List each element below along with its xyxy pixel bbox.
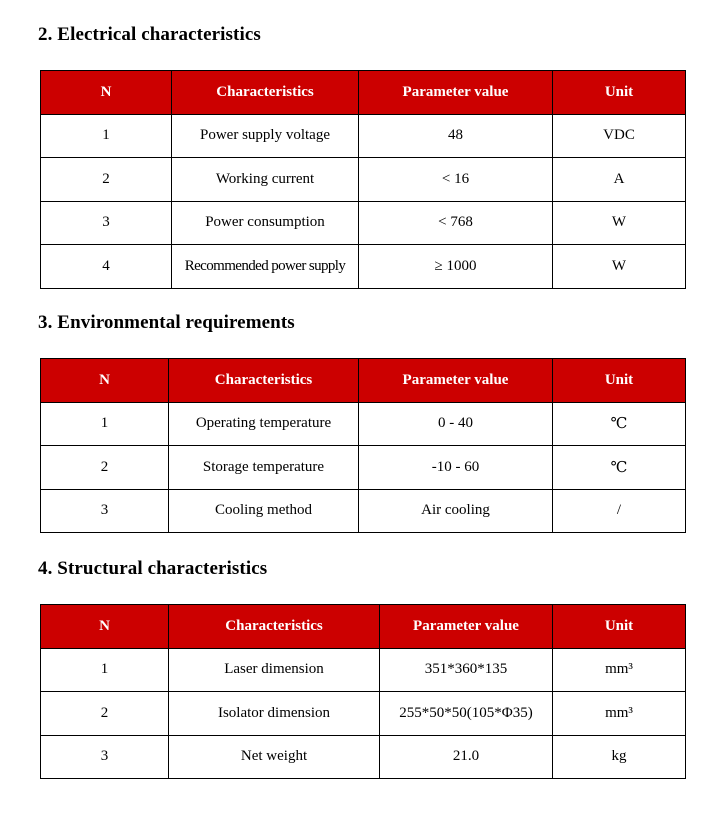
header-parameter-value: Parameter value	[359, 71, 553, 115]
cell-characteristic: Storage temperature	[169, 446, 359, 490]
table-row	[41, 648, 686, 692]
cell-n: 3	[41, 489, 169, 533]
cell-characteristic: Cooling method	[169, 489, 359, 533]
cell-n: 1	[41, 648, 169, 692]
cell-parameter-value: ≥ 1000	[359, 245, 553, 289]
cell-parameter-value: 255*50*50(105*Φ35)	[380, 692, 553, 736]
header-n: N	[41, 359, 169, 403]
table-row	[41, 735, 686, 779]
cell-parameter-value: < 768	[359, 201, 553, 245]
table-row	[41, 201, 686, 245]
cell-characteristic: Working current	[172, 158, 359, 202]
header-characteristics: Characteristics	[169, 605, 380, 649]
cell-n: 1	[41, 114, 172, 158]
cell-parameter-value: 48	[359, 114, 553, 158]
table-row	[41, 158, 686, 202]
cell-unit: ℃	[553, 402, 686, 446]
header-characteristics: Characteristics	[172, 71, 359, 115]
structural-characteristics-table	[40, 604, 686, 779]
cell-unit: kg	[553, 735, 686, 779]
header-unit: Unit	[553, 71, 686, 115]
header-unit: Unit	[553, 605, 686, 649]
cell-n: 2	[41, 692, 169, 736]
cell-characteristic: Isolator dimension	[169, 692, 380, 736]
cell-parameter-value: 21.0	[380, 735, 553, 779]
cell-unit: W	[553, 201, 686, 245]
section-title-electrical: 2. Electrical characteristics	[38, 24, 261, 45]
cell-characteristic: Net weight	[169, 735, 380, 779]
cell-characteristic: Recommended power supply	[172, 245, 359, 289]
cell-characteristic: Operating temperature	[169, 402, 359, 446]
table-header-row	[41, 359, 686, 403]
table-row	[41, 489, 686, 533]
header-parameter-value: Parameter value	[380, 605, 553, 649]
cell-characteristic: Power supply voltage	[172, 114, 359, 158]
header-characteristics: Characteristics	[169, 359, 359, 403]
cell-n: 1	[41, 402, 169, 446]
header-n: N	[41, 71, 172, 115]
cell-unit: mm³	[553, 692, 686, 736]
cell-parameter-value: < 16	[359, 158, 553, 202]
cell-parameter-value: -10 - 60	[359, 446, 553, 490]
cell-unit: /	[553, 489, 686, 533]
table-row	[41, 402, 686, 446]
table-row	[41, 692, 686, 736]
cell-parameter-value: 0 - 40	[359, 402, 553, 446]
electrical-characteristics-table	[40, 70, 686, 289]
cell-n: 4	[41, 245, 172, 289]
header-unit: Unit	[553, 359, 686, 403]
table-row	[41, 114, 686, 158]
cell-n: 3	[41, 201, 172, 245]
cell-unit: VDC	[553, 114, 686, 158]
header-n: N	[41, 605, 169, 649]
table-row	[41, 245, 686, 289]
cell-characteristic: Laser dimension	[169, 648, 380, 692]
section-title-environmental: 3. Environmental requirements	[38, 312, 295, 333]
table-header-row	[41, 71, 686, 115]
table-row	[41, 446, 686, 490]
environmental-requirements-table	[40, 358, 686, 533]
cell-unit: ℃	[553, 446, 686, 490]
cell-unit: A	[553, 158, 686, 202]
cell-n: 2	[41, 446, 169, 490]
cell-characteristic: Power consumption	[172, 201, 359, 245]
cell-unit: W	[553, 245, 686, 289]
cell-n: 3	[41, 735, 169, 779]
cell-unit: mm³	[553, 648, 686, 692]
cell-parameter-value: 351*360*135	[380, 648, 553, 692]
cell-n: 2	[41, 158, 172, 202]
table-header-row	[41, 605, 686, 649]
section-title-structural: 4. Structural characteristics	[38, 558, 268, 579]
header-parameter-value: Parameter value	[359, 359, 553, 403]
cell-parameter-value: Air cooling	[359, 489, 553, 533]
